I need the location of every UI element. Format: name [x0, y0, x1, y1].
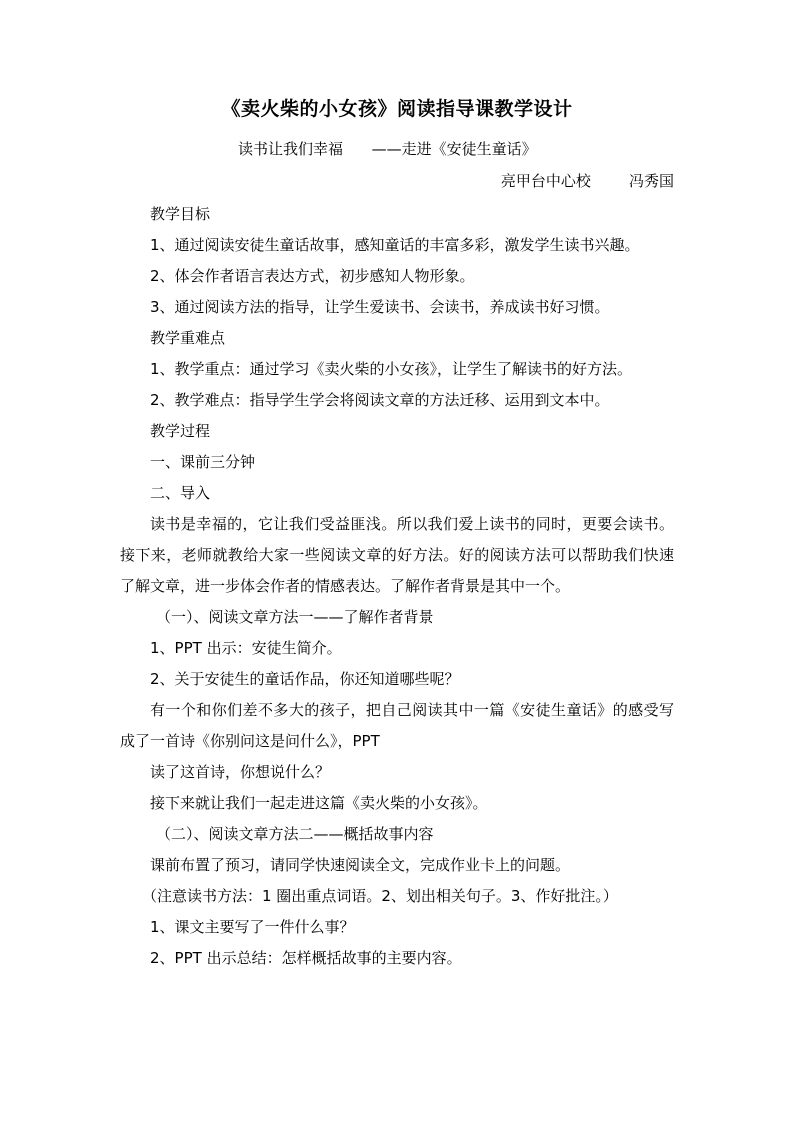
process-section: 二、导入: [150, 484, 211, 502]
transition-paragraph: 接下来就让我们一起走进这篇《卖火柴的小女孩》。: [150, 794, 488, 812]
author-line: 亮甲台中心校 冯秀国: [500, 172, 674, 190]
document-subtitle: 读书让我们幸福 ——走进《安徒生童话》: [238, 140, 537, 158]
goal-item: 1、通过阅读安徒生童话故事，感知童话的丰富多彩，激发学生读书兴趣。: [150, 236, 640, 254]
heading-teaching-process: 教学过程: [150, 422, 211, 440]
method-one-heading: （一）、阅读文章方法一——了解作者背景: [156, 608, 434, 626]
goal-item: 3、通过阅读方法的指导，让学生爱读书、会读书，养成读书好习惯。: [150, 298, 610, 316]
reading-tips: （注意读书方法：1 圈出重点词语。2、划出相关句子。3、作好批注。）: [142, 887, 618, 905]
method-one-step: 1、PPT 出示：安徒生简介。: [150, 639, 342, 657]
method-two-step: 1、课文主要写了一件什么事？: [150, 918, 355, 936]
method-one-step: 2、关于安徒生的童话作品，你还知道哪些呢？: [150, 670, 460, 688]
poem-paragraph: 有一个和你们差不多大的孩子，把自己阅读其中一篇《安徒生童话》的感受写成了一首诗《你别问这是问什么》，PPT: [120, 701, 674, 750]
process-section: 一、课前三分钟: [150, 453, 256, 471]
intro-paragraph: 读书是幸福的，它让我们受益匪浅。所以我们爱上读书的同时，更要会读书。接下来，老师就教给大家一些阅读文章的好方法。好的阅读方法可以帮助我们快速了解文章，进一步体会作者的情感表达。了解作者背景是其中一个。: [120, 515, 674, 595]
question-paragraph: 读了这首诗，你想说什么？: [150, 763, 331, 781]
document-title: 《卖火柴的小女孩》阅读指导课教学设计: [221, 98, 573, 120]
heading-teaching-goals: 教学目标: [150, 205, 211, 223]
preview-paragraph: 课前布置了预习，请同学快速阅读全文，完成作业卡上的问题。: [150, 856, 571, 874]
key-point-item: 1、教学重点：通过学习《卖火柴的小女孩》，让学生了解读书的好方法。: [150, 360, 633, 378]
document-body: [120, 199, 674, 974]
method-two-step: 2、PPT 出示总结：怎样概括故事的主要内容。: [150, 949, 462, 967]
method-two-heading: （二）、阅读文章方法二——概括故事内容: [156, 825, 434, 843]
heading-key-difficult-points: 教学重难点: [150, 329, 226, 347]
goal-item: 2、体会作者语言表达方式，初步感知人物形象。: [150, 267, 475, 285]
difficult-point-item: 2、教学难点：指导学生学会将阅读文章的方法迁移、运用到文本中。: [150, 391, 610, 409]
